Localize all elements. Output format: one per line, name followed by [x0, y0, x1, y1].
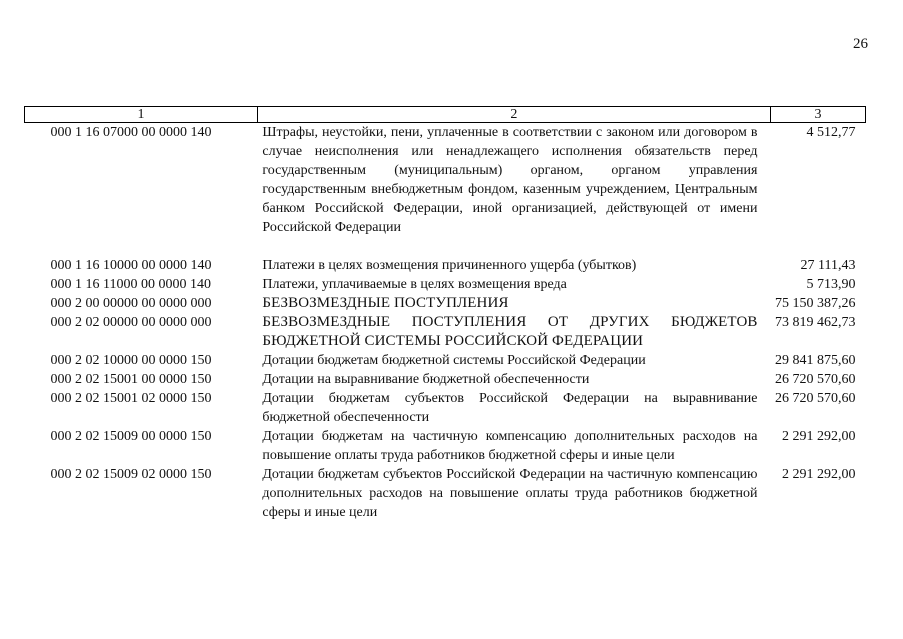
amount: 26 720 570,60: [775, 391, 856, 406]
budget-code: 000 1 16 10000 00 0000 140: [50, 258, 212, 273]
table-row: [25, 313, 866, 351]
budget-code: 000 2 02 15009 00 0000 150: [50, 429, 212, 444]
table-row: [25, 275, 866, 294]
amount: 29 841 875,60: [775, 353, 856, 368]
income-name: Штрафы, неустойки, пени, уплаченные в соответствии с законом или договором в случае неисполнения или ненадлежащего исполнения обязательств перед государственным (муниципальным) органом, органом управления государственным внебюджетным фондом, казенным учреждением, Центральным банком Российской Федерации, иной организацией, действующей от имени Российской Федерации: [262, 125, 758, 235]
amount: 2 291 292,00: [782, 467, 856, 482]
income-name: Дотации бюджетам субъектов Российской Федерации на частичную компенсацию дополнительных расходов на повышение оплаты труда работников бюджетной сферы и иные цели: [262, 467, 758, 520]
table-row: [25, 389, 866, 427]
budget-code: 000 2 02 15001 00 0000 150: [50, 372, 212, 387]
income-name: Дотации бюджетам бюджетной системы Российской Федерации: [262, 353, 646, 368]
income-name: Дотации на выравнивание бюджетной обеспеченности: [262, 372, 590, 387]
income-name: Платежи в целях возмещения причиненного ущерба (убытков): [262, 258, 637, 273]
table-row: [25, 351, 866, 370]
budget-code: 000 2 02 10000 00 0000 150: [50, 353, 212, 368]
income-name: Дотации бюджетам субъектов Российской Федерации на выравнивание бюджетной обеспеченности: [262, 391, 758, 425]
table-row: [25, 294, 866, 313]
column-header-1: 1: [25, 107, 258, 123]
income-name: Дотации бюджетам на частичную компенсацию дополнительных расходов на повышение оплаты труда работников бюджетной сферы и иные цели: [262, 429, 758, 463]
budget-code: 000 1 16 07000 00 0000 140: [50, 125, 212, 140]
table-row: [25, 370, 866, 389]
amount: 5 713,90: [806, 277, 856, 292]
table-body: [25, 123, 866, 523]
income-name: БЕЗВОЗМЕЗДНЫЕ ПОСТУПЛЕНИЯ ОТ ДРУГИХ БЮДЖЕТОВ БЮДЖЕТНОЙ СИСТЕМЫ РОССИЙСКОЙ ФЕДЕРАЦИИ: [262, 314, 758, 349]
header-row: [25, 107, 866, 123]
budget-code: 000 2 02 00000 00 0000 000: [50, 315, 212, 330]
budget-code: 000 2 00 00000 00 0000 000: [50, 296, 212, 311]
amount: 4 512,77: [806, 125, 856, 140]
amount: 26 720 570,60: [775, 372, 856, 387]
budget-code: 000 1 16 11000 00 0000 140: [50, 277, 211, 292]
table-row: [25, 427, 866, 465]
column-header-3: 3: [770, 107, 865, 123]
budget-code: 000 2 02 15001 02 0000 150: [50, 391, 212, 406]
amount: 73 819 462,73: [775, 315, 856, 330]
income-name: БЕЗВОЗМЕЗДНЫЕ ПОСТУПЛЕНИЯ: [262, 295, 509, 311]
amount: 2 291 292,00: [782, 429, 856, 444]
amount: 75 150 387,26: [775, 296, 856, 311]
budget-table: [24, 106, 866, 522]
budget-code: 000 2 02 15009 02 0000 150: [50, 467, 212, 482]
column-header-2: 2: [257, 107, 770, 123]
amount: 27 111,43: [800, 258, 856, 273]
table-row: [25, 123, 866, 257]
income-name: Платежи, уплачиваемые в целях возмещения вреда: [262, 277, 567, 292]
page-number: 26: [853, 36, 868, 52]
table-row: [25, 465, 866, 522]
table-row: [25, 256, 866, 275]
table-header: [25, 107, 866, 123]
